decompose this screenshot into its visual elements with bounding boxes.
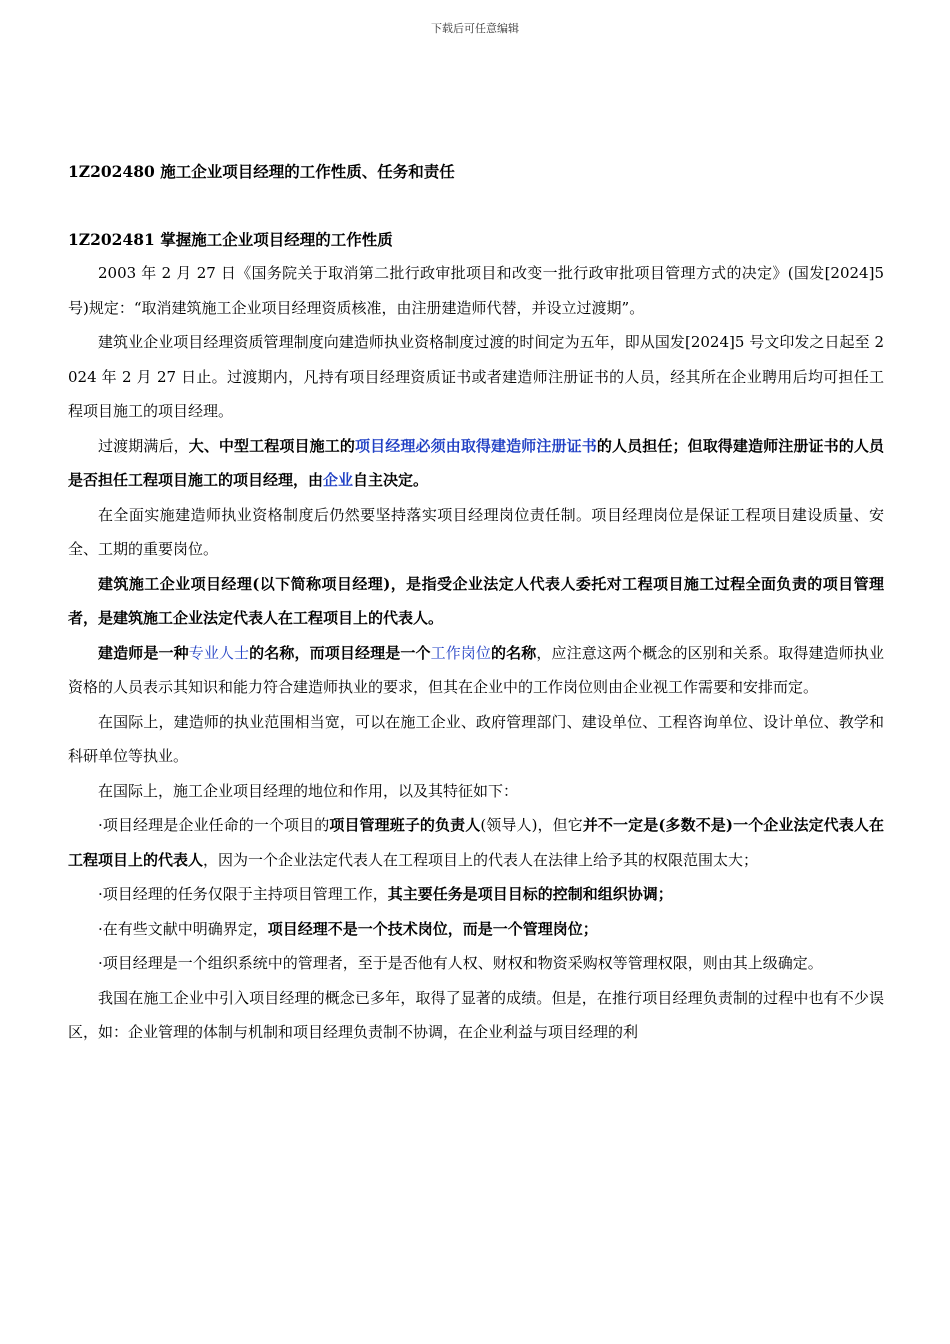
text-run: ，因为一个企业法定代表人在工程项目上的代表人在法律上给予其的权限范围太大； <box>203 850 759 869</box>
text-run: ·项目经理的任务仅限于主持项目管理工作， <box>98 885 388 903</box>
bold-run: 并不一定是(多数不是)一个企业法定代表人在工程项目上的代表人 <box>68 816 884 869</box>
bold-run: 建造师是一种 <box>98 643 189 662</box>
highlight-run: 专业人士 <box>188 643 250 662</box>
page-header: 下载后可任意编辑 <box>431 22 519 35</box>
paragraph-decree: 2003 年 2 月 27 日《国务院关于取消第二批行政审批项目和改变一批行政审批项目管理方式的决定》(国发[2024]5 号)规定：“取消建筑施工企业项目经理资质核准，由注册建造师代替，并设立过渡期”。 <box>68 264 884 317</box>
paragraph-responsibility: 在全面实施建造师执业资格制度后仍然要坚持落实项目经理岗位责任制。项目经理岗位是保证工程项目建设质量、安全、工期的重要岗位。 <box>68 505 884 558</box>
bold-run: 项目经理不是一个技术岗位，而是一个管理岗位； <box>267 919 598 938</box>
bold-run: 项目管理班子的负责人 <box>329 816 481 834</box>
bold-run: 其主要任务是项目目标的控制和组织协调； <box>387 885 673 903</box>
text-run: ，应注意这两个概念的区别和关系。取得建造师执业资格的人员表示其知识和能力符合建造师执业的要求，但其在企业中的工作岗位则由企业视工作需要和安排而定。 <box>68 643 884 696</box>
paragraph-builder-vs-manager <box>68 636 884 705</box>
bullet-item: ·项目经理是一个组织系统中的管理者，至于是否他有人权、财权和物资采购权等管理权限，则由其上级确定。 <box>98 954 823 972</box>
paragraph-transition: 建筑业企业项目经理资质管理制度向建造师执业资格制度过渡的时间定为五年，即从国发[2024]5 号文印发之日起至 2024 年 2 月 27 日止。过渡期内，凡持有项目经理资质证书或者建造师注册证书的人员，经其所在企业聘用后均可担任工程项目施工的项目经理。 <box>68 333 884 420</box>
bullet-item <box>68 808 884 877</box>
paragraph-definition <box>68 567 884 636</box>
bold-run: 大、中型工程项目施工的 <box>188 436 355 455</box>
paragraph-china-practice: 我国在施工企业中引入项目经理的概念已多年，取得了显著的成绩。但是，在推行项目经理负责制的过程中也有不少误区，如：企业管理的体制与机制和项目经理负责制不协调，在企业利益与项目经理的利 <box>68 988 884 1041</box>
text-run: (领导人)，但它 <box>480 816 583 834</box>
subsection-heading: 1Z202481 掌握施工企业项目经理的工作性质 <box>68 230 393 249</box>
bold-run: 的名称 <box>491 643 537 662</box>
highlight-run: 项目经理必须由取得建造师注册证书 <box>355 436 597 455</box>
paragraph-international-scope: 在国际上，建造师的执业范围相当宽，可以在施工企业、政府管理部门、建设单位、工程咨询单位、设计单位、教学和科研单位等执业。 <box>68 712 884 765</box>
text-run: ·项目经理是企业任命的一个项目的 <box>98 816 330 834</box>
bold-run: 自主决定。 <box>353 471 429 489</box>
text-run: ·在有些文献中明确界定， <box>98 919 268 938</box>
bold-run: 建筑施工企业项目经理(以下简称项目经理)，是指受企业法定人代表人委托对工程项目施工过程全面负责的项目管理者，是建筑施工企业法定代表人在工程项目上的代表人。 <box>68 574 884 627</box>
highlight-run: 企业 <box>323 471 354 489</box>
bullet-item <box>68 912 884 947</box>
bold-run: 的名称，而项目经理是一个 <box>249 643 431 662</box>
highlight-run: 工作岗位 <box>430 643 492 662</box>
paragraph-international-features: 在国际上，施工企业项目经理的地位和作用，以及其特征如下： <box>98 781 519 800</box>
bullet-item <box>68 877 884 912</box>
paragraph-after-transition <box>68 429 884 498</box>
body-text <box>68 256 884 1050</box>
section-heading: 1Z202480 施工企业项目经理的工作性质、任务和责任 <box>68 162 455 181</box>
text-run: 过渡期满后， <box>98 436 189 455</box>
bold-run: 的人员担任；但取得建造师注册证书的人员是否担任工程项目施工的项目经理，由 <box>68 436 884 489</box>
